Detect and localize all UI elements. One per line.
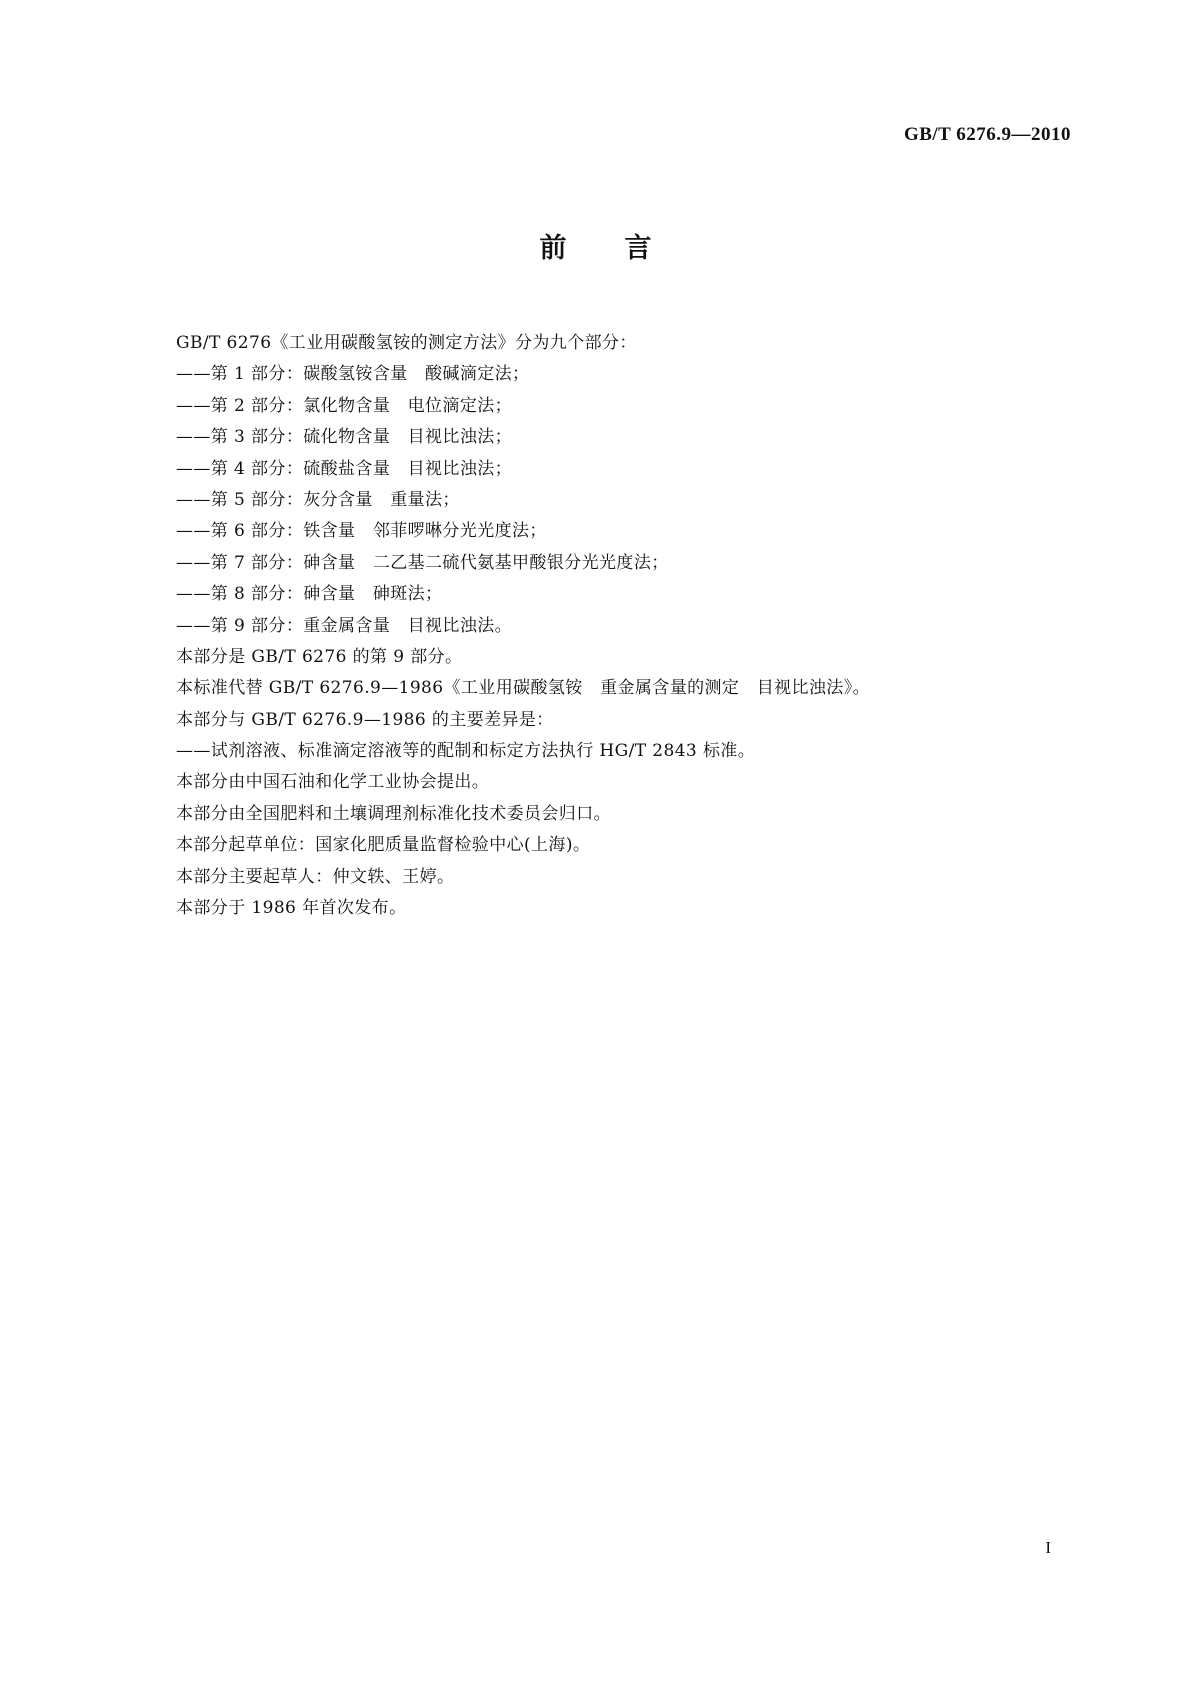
list-item-part-9: ——第 9 部分：重金属含量 目视比浊法。: [176, 615, 513, 636]
paragraph-part-statement: 本部分是 GB/T 6276 的第 9 部分。: [176, 646, 463, 667]
list-item-part-6: ——第 6 部分：铁含量 邻菲啰啉分光光度法；: [176, 521, 547, 542]
paragraph-drafting-unit: 本部分起草单位：国家化肥质量监督检验中心(上海)。: [176, 835, 591, 856]
list-item-part-4: ——第 4 部分：硫酸盐含量 目视比浊法；: [176, 458, 513, 479]
list-item-part-3: ——第 3 部分：硫化物含量 目视比浊法；: [176, 427, 513, 448]
paragraph-managed-by: 本部分由全国肥料和土壤调理剂标准化技术委员会归口。: [176, 803, 611, 824]
list-item-part-1: ——第 1 部分：碳酸氢铵含量 酸碱滴定法；: [176, 364, 530, 385]
page-title: 前言: [539, 233, 710, 264]
list-item-part-7: ——第 7 部分：砷含量 二乙基二硫代氨基甲酸银分光光度法；: [176, 552, 669, 573]
list-item-part-8: ——第 8 部分：砷含量 砷斑法；: [176, 584, 443, 605]
paragraph-first-release: 本部分于 1986 年首次发布。: [176, 898, 407, 919]
document-body: [176, 328, 1056, 924]
paragraph-drafters: 本部分主要起草人：仲文轶、王婷。: [176, 866, 455, 887]
list-item-difference: ——试剂溶液、标准滴定溶液等的配制和标定方法执行 HG/T 2843 标准。: [176, 741, 756, 762]
standard-code: GB/T 6276.9—2010: [903, 124, 1071, 145]
paragraph-replaces: 本标准代替 GB/T 6276.9—1986《工业用碳酸氢铵 重金属含量的测定 目视比浊法》。: [176, 678, 870, 699]
paragraph-proposed-by: 本部分由中国石油和化学工业协会提出。: [176, 772, 490, 793]
list-item-part-2: ——第 2 部分：氯化物含量 电位滴定法；: [176, 395, 513, 416]
paragraph-intro: GB/T 6276《工业用碳酸氢铵的测定方法》分为九个部分：: [176, 333, 637, 353]
list-item-part-5: ——第 5 部分：灰分含量 重量法；: [176, 489, 460, 510]
paragraph-differences-intro: 本部分与 GB/T 6276.9—1986 的主要差异是：: [176, 709, 554, 730]
page-number: I: [1045, 1538, 1051, 1557]
